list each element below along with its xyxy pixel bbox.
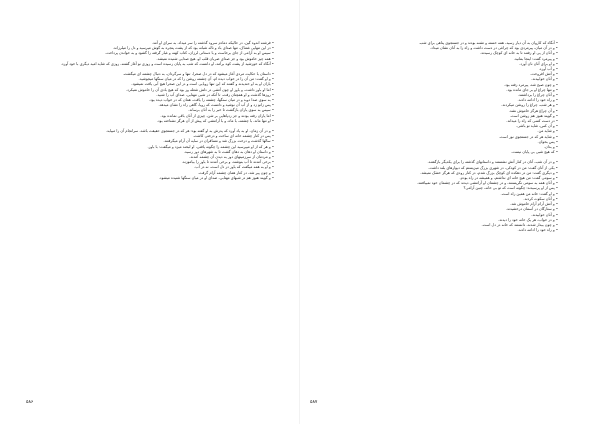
text-line: • و آنان خوابیدند.: [531, 77, 558, 82]
text-line: • و آنان سکوت کردند.: [523, 196, 558, 201]
text-line: • و دیگری گفت: من در دهکده ای کوچک بزرگ شدم، در کنار رودی که هرگز خشک نمیشد.: [420, 170, 558, 175]
text-line: • و چون پیر شد، در کنار همان چشمه آرام گرفت.: [197, 170, 274, 175]
text-line: • و او گفت: خانه من همین راه است.: [500, 191, 558, 196]
text-line: • یکی از آنان گفت: من در کودکی، در شهری بزرگ میزیستم که دیوارهای بلند داشت.: [428, 165, 558, 170]
text-line: • همه چیز خاموش بود و جز صدای ضربان قلب او، هیچ صدایی شنیده نمیشد.: [156, 56, 274, 61]
text-line: • و گویند هنوز هم در شبهای مهتابی، صدای او در میان سنگها شنیده میشود.: [158, 175, 274, 180]
text-line: • و مردمان از سرزمینهای دور به دیدن آن چشمه آمدند.: [189, 155, 274, 160]
text-line: • برخی آمدند تا آب بنوشند، و برخی آمدند تا باور را بیاموزند.: [181, 160, 274, 165]
text-line: • سالها گذشت و درخت بزرگ شد و مسافران در سایه آن آرام میگرفتند.: [163, 139, 274, 144]
text-line: • و آنان از پی او رفتند تا به خانه ای کوچک رسیدند.: [479, 51, 558, 56]
text-line: • و او برای آنان نان آورد.: [519, 61, 558, 66]
text-line: • و شاید من.: [537, 129, 558, 134]
text-line: • سپس به سوی یاران بازگشت تا خبر را به آنان برساند.: [188, 108, 274, 113]
text-line: • و در آن زمان، او به یاد آورد که پدرش به او گفته بود: هر که در جستجوی حقیقت باشد، سرانجام آن را مییابد.: [105, 129, 274, 134]
text-line: • و آنان همه به سومی نگریستند، و در چشمان او آرامشی دیدند که در چشمان خود نمییافتند.: [416, 181, 558, 186]
text-line: • و او گفت: من آن را در خواب دیده ام، آن چشمه روشن را که در میان سنگها میجوشید.: [138, 77, 274, 82]
text-line: • و آن کس، شاید تو باشی.: [516, 124, 558, 129]
text-line: • روزها گذشت و او همچنان رفت، تا آنکه در شبی مهتابی، صدای آب را شنید.: [156, 92, 274, 97]
text-line: • و داستان او دهان به دهان گشت تا به شهرهای دور رسید.: [183, 149, 274, 154]
text-line: • یاران او به او خندیدند و گفتند که این تنها رویایی است و در این صحرا هیچ آبی یافت نمیشود.: [131, 82, 274, 87]
text-line: • او تنها ماند، با چشمه، با ماه، و با آرامشی که پیش از آن هرگز نشناخته بود.: [156, 118, 274, 123]
text-line: • و آن چراغ هرگز خاموش نشد.: [508, 108, 558, 113]
text-line: • سپس او به آرامی از جای برخاست و با دستانی لرزان، کتاب کهنه و غبار گرفته را گشود و به خواندن پرداخت.: [105, 51, 274, 56]
text-line: • و در خواب، هر یک خانه خود را دیدند.: [498, 217, 558, 222]
text-line: • در دست کسی که راه را میداند.: [506, 119, 558, 124]
text-line: • و آنان خوابیدند.: [531, 212, 558, 217]
text-line: • آنگاه که خورشید از پشت کوه برآمد، او دانست که شب به پایان رسیده است و روزی نو آغاز گشته، روزی که شاید امید دیگری با خود آورد.: [60, 61, 274, 66]
text-line: • و گویند هنوز هم روشن است.: [509, 113, 558, 118]
text-line: • پس از او پرسیدند: چگونه است که تو بی خانه، چنین آرامی؟: [463, 186, 558, 191]
left-page-number: ۵۸۶: [26, 400, 34, 405]
text-line: • و چون بیدار شدند، دانستند که خانه در دل است.: [481, 222, 558, 227]
text-line: • و در آن میان، پیرمردی بود که چراغی در دست داشت و راه را به آنان نشان میداد.: [429, 46, 558, 51]
text-line: • اما یاران رفته بودند و جز ردپاهایی بر شن، چیزی از آنان باقی نمانده بود.: [160, 113, 274, 118]
text-line: • و شاید هر که در جستجوی نور است.: [498, 134, 558, 139]
text-line: • داستان با حکایت مردی آغاز میشود که در دل صحرا، تنها و سرگردان، به دنبال چشمه ای میگشت.: [122, 72, 274, 77]
text-line: • فرشته اندوه گین، در حالیکه دمادم سرود گذشته را سر میداد، به سرای او آمد.: [151, 41, 274, 45]
text-line: • و راه خود را ادامه دادند.: [517, 98, 558, 103]
text-line: • و هر که از او میپرسید این چشمه را چگونه یافتی، او لبخند میزد و میگفت: با باور.: [147, 144, 274, 149]
text-line: • اما او باور داشت، و باور او چون آتشی در دلش شعله ور بود که هیچ بادی آن را خاموش نمیکرد.: [125, 87, 274, 92]
text-line: • پس بخوان.: [537, 139, 558, 144]
text-line: • و آنان چراغ را برداشتند.: [517, 93, 558, 98]
text-line: • به سوی صدا دوید و در میان سنگها، چشمه را یافت، همان که در خواب دیده بود.: [148, 98, 274, 103]
text-line: • و سومی گفت: من هیچ خانه ای نداشتم، و همیشه در راه بودم.: [459, 176, 558, 181]
text-line: • و پیرمرد گفت: اینجا بمانید.: [513, 56, 558, 61]
text-line: • و هر شب، چراغ را روشن میکردند.: [501, 103, 558, 108]
text-line: • پس زانو زد و از آب آن نوشید و دانست که رویا، گاهی راه را نشان میدهد.: [158, 103, 274, 108]
right-page: [300, 0, 600, 424]
text-line: • و ستارگان در آسمان درخشیدند.: [505, 207, 558, 212]
text-line: • و راه خود را ادامه دادند.: [517, 228, 558, 233]
text-line: • پس در کنار چشمه خانه ای ساخت و درختی کاشت.: [192, 134, 274, 139]
text-line: • در این تنهایی غمناک، تنها صدای باد و ناله شبانه بود که از پشت پنجره به گوش میرسید و دل را میلرزاند.: [112, 46, 274, 51]
left-page-text-column: [38, 41, 274, 181]
text-line: • و او به همه میگفت که باور در دل است، نه در آب.: [194, 165, 274, 170]
text-line: • که هیچ شبی بی پایان نیست.: [511, 150, 558, 155]
right-page-text-column: [322, 41, 558, 233]
text-line: • و چون صبح شد، پیرمرد رفته بود.: [503, 82, 558, 87]
text-line: • و بدان.: [543, 145, 558, 150]
text-line: • و در آن شب، آنان در کنار آتش نشستند و داستانهای گذشته را برای یکدیگر بازگفتند.: [427, 160, 558, 165]
right-page-number: ۵۸۷: [310, 400, 318, 405]
text-line: • و آتش آرام آرام خاموش شد.: [510, 202, 558, 207]
text-line: • آنگاه که کاروان به آن دیار رسید، همه خسته و تشنه بودند و در جستجوی پناهی برای شب.: [418, 41, 558, 45]
text-line: • و تنها چراغ او بر جای مانده بود.: [506, 87, 558, 92]
text-line: • و آتش افروخت.: [530, 72, 558, 77]
text-line: • و آب آورد.: [538, 67, 558, 72]
